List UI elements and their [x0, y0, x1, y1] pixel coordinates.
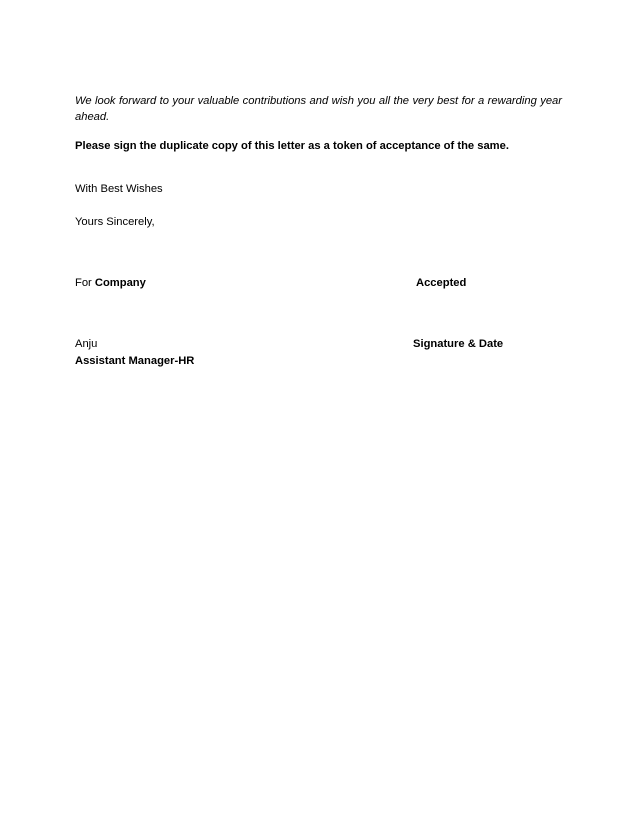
- signatory-name: Anju: [75, 338, 98, 350]
- signatory-title: Assistant Manager-HR: [75, 355, 195, 367]
- for-prefix: For: [75, 277, 95, 289]
- for-company-line: [75, 275, 146, 291]
- accepted-label: Accepted: [416, 277, 467, 289]
- best-wishes: With Best Wishes: [75, 183, 163, 195]
- sign-off: Yours Sincerely,: [75, 216, 155, 228]
- company-name: Company: [94, 277, 146, 289]
- acceptance-instruction: Please sign the duplicate copy of this letter as a token of acceptance of the same.: [75, 140, 509, 152]
- signature-date-label: Signature & Date: [413, 338, 504, 350]
- closing-paragraph: We look forward to your valuable contributions and wish you all the very best for a rewarding year ahead.: [75, 95, 562, 123]
